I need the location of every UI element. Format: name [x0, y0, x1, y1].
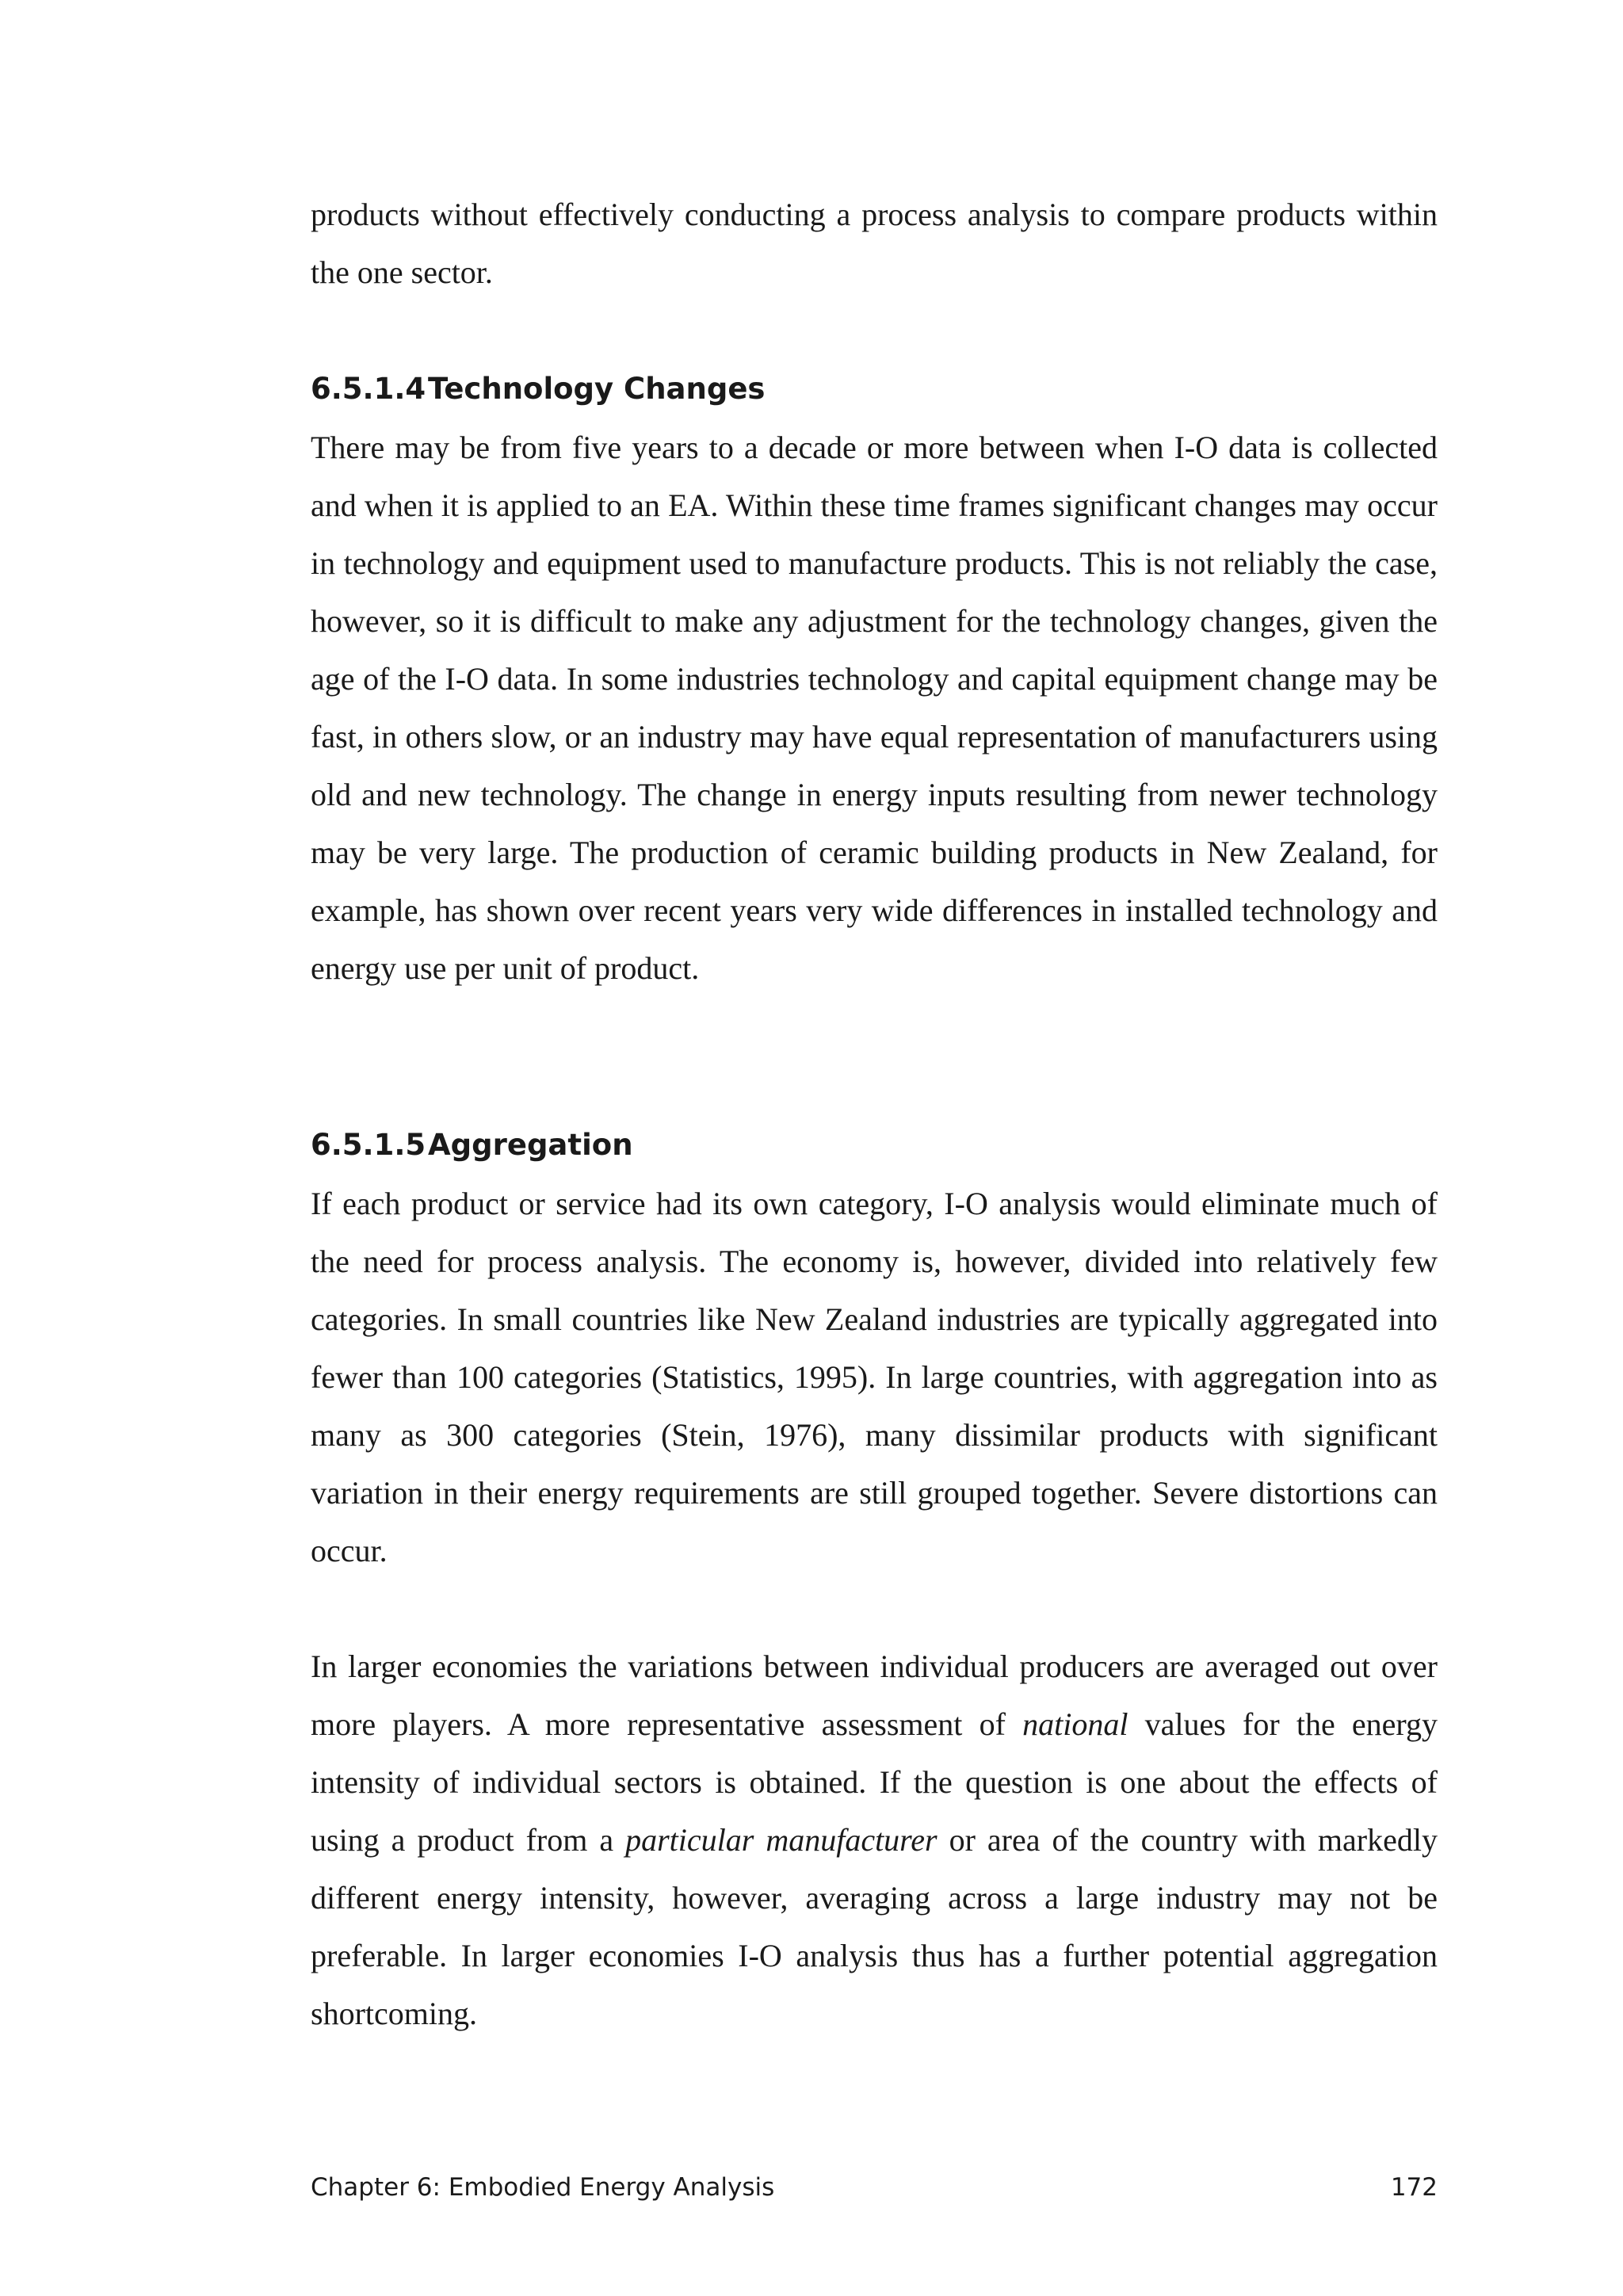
section-title: Technology Changes [428, 372, 766, 406]
footer-chapter-title: Chapter 6: Embodied Energy Analysis [311, 2173, 775, 2202]
text-run: In larger economies the variations between individual producers are averaged out over more players. A more representative assessment of [311, 1648, 1438, 1742]
text-run: or area of the country with markedly different energy intensity, however, averaging across a large industry may not be preferable. In larger economies I-O analysis thus has a further potential aggregation shortcoming. [311, 1822, 1438, 2031]
paragraph-continued: products without effectively conducting a process analysis to compare products within the one sector. [311, 197, 1438, 290]
paragraph-aggregation-1: If each product or service had its own category, I-O analysis would eliminate much of the need for process analysis. The economy is, however, divided into relatively few categories. In small countries like New Zealand industries are typically aggregated into fewer than 100 categories (Statistics, 1995). In large countries, with aggregation into as many as 300 categories (Stein, 1976), many dissimilar products with significant variation in their energy requirements are still grouped together. Severe distortions can occur. [311, 1186, 1438, 1568]
section-number: 6.5.1.4 [311, 372, 426, 406]
document-page [311, 0, 1438, 2296]
paragraph-technology-changes: There may be from five years to a decade or more between when I-O data is collected and when it is applied to an EA. Within these time frames significant changes may occur in technology and equipment used to manufacture products. This is not reliably the case, however, so it is difficult to make any adjustment for the technology changes, given the age of the I-O data. In some industries technology and capital equipment change may be fast, in others slow, or an industry may have equal representation of manufacturers using old and new technology. The change in energy inputs resulting from newer technology may be very large. The production of ceramic building products in New Zealand, for example, has shown over recent years very wide differences in installed technology and energy use per unit of product. [311, 430, 1438, 986]
page-footer [311, 2172, 1438, 2203]
section-heading-aggregation [311, 1124, 633, 1167]
page-number: 172 [1390, 2173, 1438, 2202]
paragraph-aggregation-2 [311, 1637, 1438, 2042]
section-heading-technology-changes [311, 368, 765, 411]
text-run: values for the energy intensity of individual sectors is obtained. If the question is one about the effects of using a product from a [311, 1706, 1438, 1858]
section-number: 6.5.1.5 [311, 1128, 426, 1162]
emphasis-national: national [1022, 1706, 1128, 1742]
section-title: Aggregation [428, 1128, 633, 1162]
emphasis-particular-manufacturer: particular manufacturer [625, 1822, 938, 1858]
